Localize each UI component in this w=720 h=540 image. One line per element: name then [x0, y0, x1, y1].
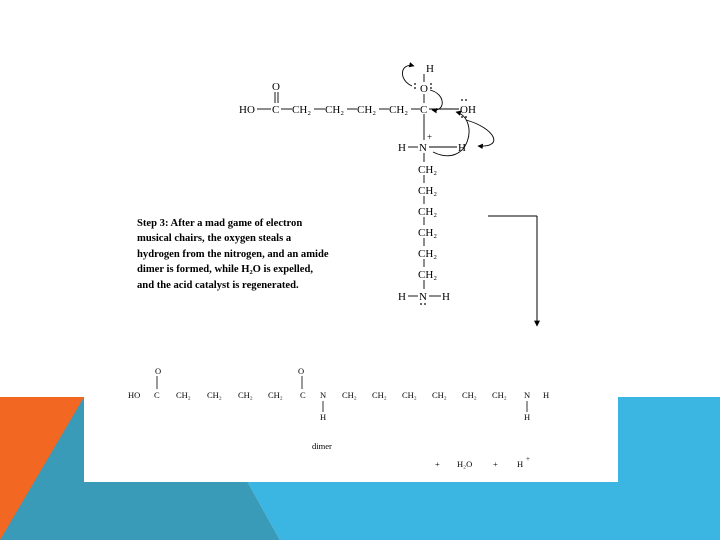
top-c2: C	[420, 104, 428, 116]
top-n2-right-h: H	[442, 291, 450, 303]
vertical-ch2: CH₂	[418, 164, 438, 176]
vertical-ch2: CH₂	[418, 185, 438, 197]
top-n2-atom: N	[419, 291, 427, 303]
dimer-ch2: CH₂	[492, 390, 507, 400]
top-ho: HO	[239, 104, 255, 116]
top-h-atom: H	[426, 63, 434, 75]
dimer-ch2: CH₂	[268, 390, 283, 400]
top-n-atom: N	[419, 142, 427, 154]
dimer-carbonyl-o: O	[155, 366, 162, 376]
dimer-n2-h: H	[524, 412, 531, 422]
top-c1: C	[272, 104, 280, 116]
top-oh: OH	[460, 104, 476, 116]
dimer-ho: HO	[128, 390, 141, 400]
dimer-c2: C	[300, 390, 306, 400]
dimer-n1-h: H	[320, 412, 327, 422]
caption-line: hydrogen from the nitrogen, and an amide	[137, 248, 329, 260]
reaction-flow-arrow	[488, 216, 537, 326]
top-carbonyl-o: O	[272, 81, 280, 93]
plus-sign: +	[493, 459, 498, 469]
top-o-atom: O	[420, 83, 428, 95]
dimer-ch2: CH₂	[432, 390, 447, 400]
top-n2-left-h: H	[398, 291, 406, 303]
caption-line: and the acid catalyst is regenerated.	[137, 279, 299, 291]
plus-sign: +	[435, 459, 440, 469]
h-plus-charge: +	[526, 455, 530, 463]
dimer-n1: N	[320, 390, 327, 400]
caption-line: Step 3: After a mad game of electron	[137, 218, 303, 229]
top-chain-ch2: CH₂	[389, 104, 409, 116]
dimer-ch2: CH₂	[176, 390, 191, 400]
top-chain-ch2: CH₂	[357, 104, 377, 116]
top-chain-ch2: CH₂	[292, 104, 312, 116]
top-chain-ch2: CH₂	[325, 104, 345, 116]
caption-line: dimer is formed, while H₂O is expelled,	[137, 264, 313, 276]
top-n-plus: +	[427, 132, 433, 142]
dimer-carbonyl-o: O	[298, 366, 305, 376]
vertical-ch2: CH₂	[418, 269, 438, 281]
vertical-ch2: CH₂	[418, 206, 438, 218]
dimer-c1: C	[154, 390, 160, 400]
caption-line: musical chairs, the oxygen steals a	[137, 233, 292, 245]
dimer-ch2: CH₂	[462, 390, 477, 400]
dimer-ch2: CH₂	[402, 390, 417, 400]
dimer-n2: N	[524, 390, 531, 400]
top-n-left-h: H	[398, 142, 406, 154]
dimer-ch2: CH₂	[342, 390, 357, 400]
step-3-caption	[137, 216, 387, 293]
top-n-right-h: H	[458, 142, 466, 154]
electron-arrows	[402, 65, 493, 155]
dimer-ch2: CH₂	[207, 390, 222, 400]
dimer-end-h: H	[543, 390, 550, 400]
h-plus-catalyst: H	[517, 459, 524, 469]
dimer-ch2: CH₂	[238, 390, 253, 400]
vertical-ch2: CH₂	[418, 227, 438, 239]
dimer-label: dimer	[312, 441, 332, 451]
water-product: H₂O	[457, 459, 473, 469]
dimer-ch2: CH₂	[372, 390, 387, 400]
vertical-ch2: CH₂	[418, 248, 438, 260]
